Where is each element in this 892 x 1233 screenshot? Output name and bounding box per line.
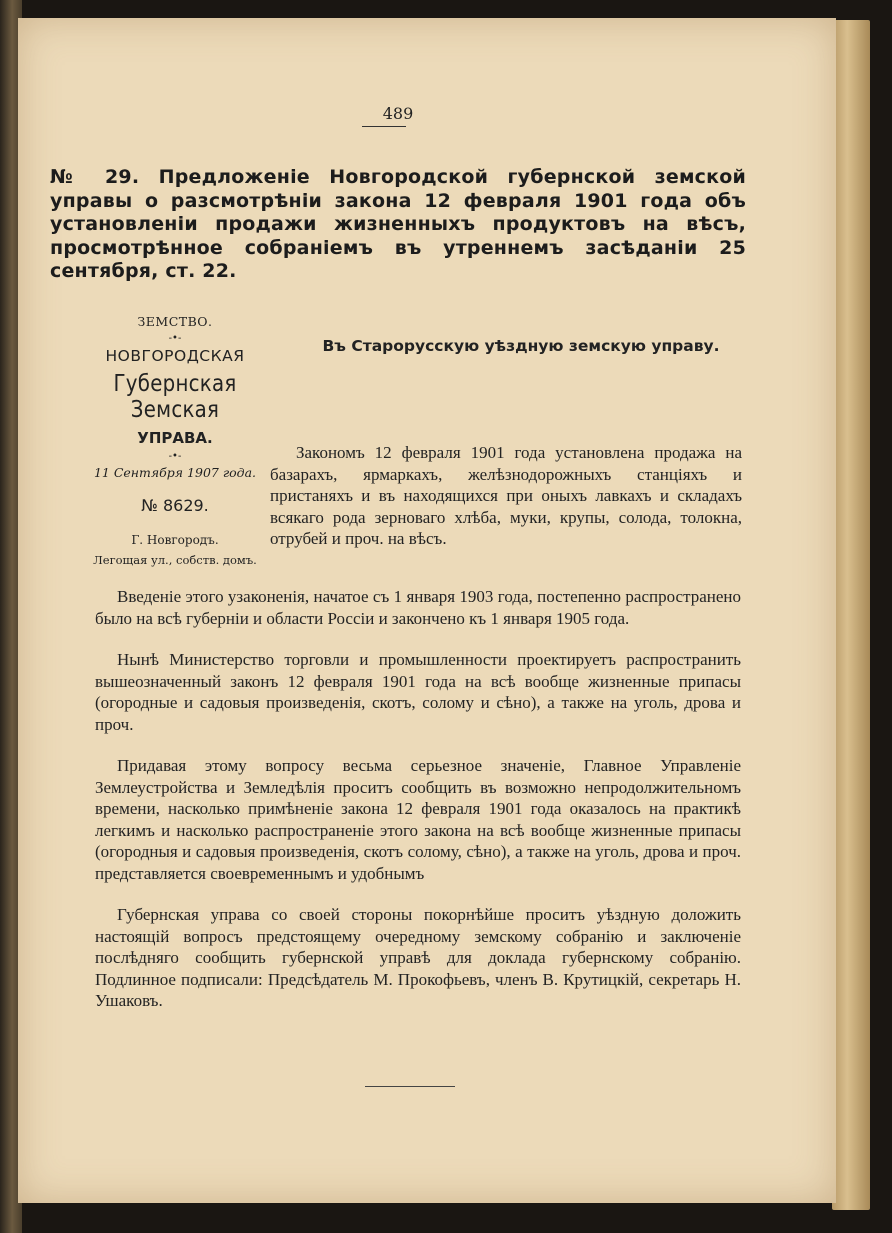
letter-intro-paragraph: Закономъ 12 февраля 1901 года установлена продажа на базарахъ, ярмаркахъ, желѣзнодорожныхъ станцiяхъ и пристаняхъ и въ находящихся при оныхъ лавкахъ и складахъ всякаго рода зерноваго хлѣба, муки, крупы, солода, толокна, отрубей и проч. на вѣсъ. (270, 443, 742, 548)
page-number: 489 (382, 104, 414, 123)
end-divider (365, 1086, 455, 1087)
letterhead-stamp (60, 310, 290, 567)
page-number-underline (362, 126, 406, 127)
document-title: № 29. Предложенiе Новгородской губернской земской управы о разсмотрѣнiи закона 12 февраля 1901 года объ установленiи продажи жизненныхъ продуктовъ на вѣсъ, просмотрѣнное собранiемъ въ утреннемъ засѣданiи 25 сентября, ст. 22. (50, 166, 746, 282)
body-paragraph: Придавая этому вопросу весьма серьезное значенiе, Главное Управленiе Землеустройства и Земледѣлiя проситъ сообщить въ возможно непродолжительномъ времени, насколько примѣненiе закона 12 февраля 1901 года оказалось на практикѣ легкимъ и насколько распространенiе этого закона на всѣ вообще жизненные припасы (огородныя и садовыя произведенiя, скотъ солому, сѣно), а также на уголь, дрова и проч. представляется своевременнымъ и удобнымъ (95, 756, 741, 883)
stamp-city: Г. Новгородъ. (131, 533, 219, 547)
body-paragraph: Нынѣ Министерство торговли и промышленности проектируетъ распространить вышеозначенный законъ 12 февраля 1901 года на всѣ вообще жизненные припасы (огородные и садовыя произведенiя, скотъ, солому и сѣно), а также на уголь, дрова и проч. (95, 650, 741, 734)
letter-body (95, 586, 741, 1032)
stamp-address: Легощая ул., собств. домъ. (93, 553, 257, 567)
book-page-edges (832, 20, 870, 1210)
document-page (18, 18, 836, 1203)
body-paragraph: Губернская управа со своей стороны покорнѣйше проситъ уѣздную доложить настоящiй вопросъ предстоящему очередному земскому собранiю и заключенiе послѣдняго сообщить губернской управѣ для доклада губернскому собранiю. Подлинное подписали: Предсѣдатель М. Прокофьевъ, членъ В. Крутицкiй, секретарь Н. Ушаковъ. (95, 905, 741, 1010)
stamp-number: № 8629. (141, 496, 209, 515)
stamp-zemstvo: ЗЕМСТВО. (137, 314, 213, 329)
ornament-icon: -•- (168, 333, 182, 344)
stamp-novgorodskaya: НОВГОРОДСКАЯ (105, 347, 245, 365)
stamp-date: 11 Сентября 1907 года. (93, 465, 257, 480)
body-paragraph: Введенiе этого узаконенiя, начатое съ 1 января 1903 года, постепенно распространено было на всѣ губернiи и области Россiи и закончено къ 1 января 1905 года. (95, 587, 741, 628)
letter-addressee: Въ Старорусскую уѣздную земскую управу. (322, 337, 720, 355)
stamp-gubernskaya: Губернская Земская (113, 371, 237, 423)
stamp-uprava: УПРАВА. (137, 429, 213, 447)
ornament-icon: -•- (168, 451, 182, 462)
